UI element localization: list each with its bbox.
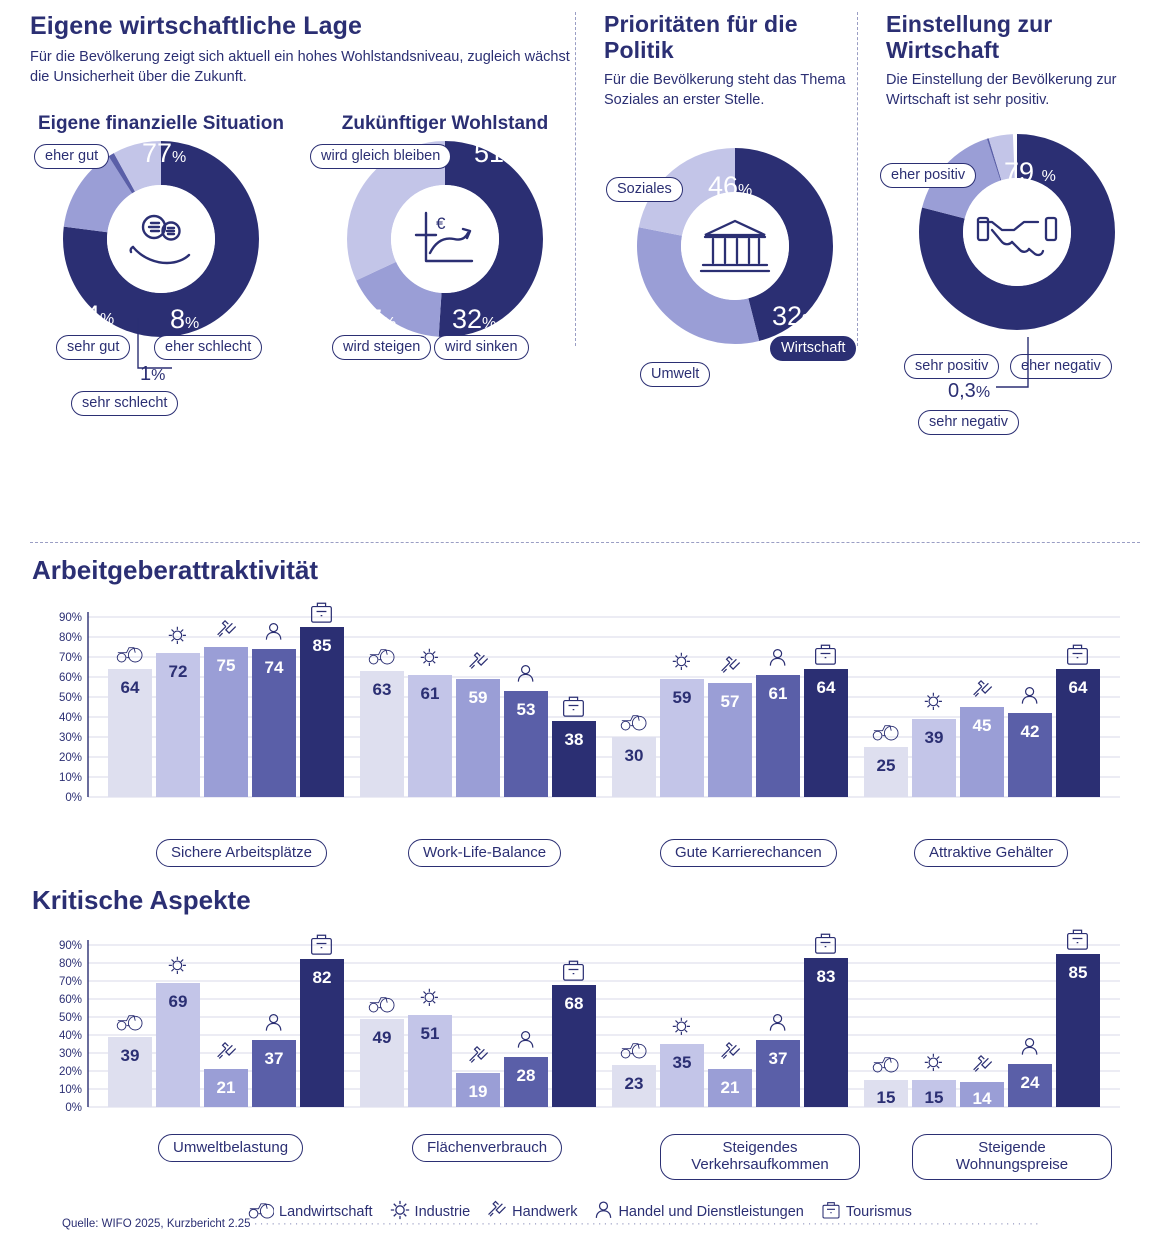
source-dots: ······································································································································· xyxy=(253,1218,1041,1230)
label-sehr-positiv: sehr positiv xyxy=(904,354,999,379)
label-wirtschaft: Wirtschaft xyxy=(770,336,856,361)
svg-text:49: 49 xyxy=(372,1027,392,1047)
svg-text:63: 63 xyxy=(372,679,392,699)
svg-text:72: 72 xyxy=(168,661,188,681)
svg-text:23: 23 xyxy=(624,1073,644,1093)
donut-einstellung xyxy=(886,132,1148,430)
group-label-umweltbelastung: Umweltbelastung xyxy=(158,1134,303,1163)
label-wird-steigen: wird steigen xyxy=(332,335,431,360)
svg-text:90%: 90% xyxy=(58,939,82,952)
svg-text:21: 21 xyxy=(720,1077,740,1097)
attitude-column xyxy=(857,11,1147,430)
label-wird-sinken: wird sinken xyxy=(434,335,529,360)
label-eher-gut: eher gut xyxy=(34,144,109,169)
politics-subtitle: Für die Bevölkerung steht das Thema Soziales an erster Stelle. xyxy=(604,71,846,108)
svg-text:25: 25 xyxy=(876,755,896,775)
svg-text:51: 51 xyxy=(420,1023,440,1043)
legend-label-tourismus: Tourismus xyxy=(845,1203,912,1220)
group-label-wohnungspreise: Steigende Wohnungspreise xyxy=(912,1134,1112,1180)
svg-text:90%: 90% xyxy=(58,611,82,624)
donut-zukuenftiger-wohlstand xyxy=(314,113,576,355)
label-umwelt: Umwelt xyxy=(640,362,710,387)
svg-text:75: 75 xyxy=(216,655,236,675)
svg-text:53: 53 xyxy=(516,699,536,719)
value-eher-gut: 77% xyxy=(142,138,187,168)
svg-text:20%: 20% xyxy=(58,1065,82,1078)
politics-title: Prioritäten für die Politik xyxy=(604,11,798,63)
svg-text:85: 85 xyxy=(1068,962,1088,982)
svg-text:30: 30 xyxy=(624,745,644,765)
growth-arrow-icon xyxy=(402,196,488,282)
svg-text:15: 15 xyxy=(924,1087,944,1107)
politics-column xyxy=(575,11,857,382)
value-umwelt: 22% xyxy=(642,326,687,357)
group-label-flaechenverbrauch: Flächenverbrauch xyxy=(412,1134,562,1163)
donut-1-title: Eigene finanzielle Situation xyxy=(38,113,284,134)
svg-text:60%: 60% xyxy=(58,671,82,684)
svg-text:45: 45 xyxy=(972,715,992,735)
svg-text:14: 14 xyxy=(972,1088,992,1108)
svg-text:37: 37 xyxy=(768,1048,788,1068)
value-wird-gleich-bleiben: 51% xyxy=(474,138,519,168)
svg-text:10%: 10% xyxy=(58,771,82,784)
label-eher-schlecht: eher schlecht xyxy=(154,335,262,360)
critical-title: Kritische Aspekte xyxy=(32,884,251,915)
section-divider xyxy=(30,542,1140,543)
svg-text:59: 59 xyxy=(672,687,692,707)
value-wirtschaft: 32% xyxy=(772,300,817,331)
economy-subtitle: Für die Bevölkerung zeigt sich aktuell ein hohes Wohlstandsniveau, zugleich wächst die Unsicherheit über die Zukunft. xyxy=(30,49,570,85)
source-text: Quelle: WIFO 2025, Kurzbericht 2.25 xyxy=(62,1218,251,1230)
svg-text:61: 61 xyxy=(768,683,788,703)
label-wird-gleich-bleiben: wird gleich bleiben xyxy=(310,144,451,169)
donut-politik xyxy=(604,146,866,382)
svg-text:15: 15 xyxy=(876,1087,896,1107)
donut-2-title: Zukünftiger Wohlstand xyxy=(341,113,549,134)
group-label-work-life-balance: Work-Life-Balance xyxy=(408,839,561,868)
label-sehr-negativ: sehr negativ xyxy=(918,410,1019,435)
svg-text:0%: 0% xyxy=(65,1101,82,1114)
svg-text:30%: 30% xyxy=(58,1047,82,1060)
legend-label-handwerk: Handwerk xyxy=(512,1203,578,1220)
svg-text:82: 82 xyxy=(312,967,332,987)
employer-chart-svg xyxy=(30,592,1140,832)
critical-aspects-section xyxy=(0,885,1170,1224)
employer-attractiveness-section xyxy=(0,555,1170,873)
svg-text:19: 19 xyxy=(468,1081,488,1101)
value-wird-steigen: 17% xyxy=(352,304,397,334)
svg-text:37: 37 xyxy=(264,1048,284,1068)
group-label-verkehrsaufkommen: Steigendes Verkehrsaufkommen xyxy=(660,1134,860,1180)
svg-text:68: 68 xyxy=(564,993,584,1013)
value-eher-negativ: 4% xyxy=(1033,322,1063,353)
svg-text:24: 24 xyxy=(1020,1072,1040,1092)
svg-text:50%: 50% xyxy=(58,1011,82,1024)
economy-title: Eigene wirtschaftliche Lage xyxy=(30,12,362,40)
svg-text:0%: 0% xyxy=(65,791,82,804)
value-sehr-positiv: 16% xyxy=(926,322,971,353)
svg-text:64: 64 xyxy=(120,677,140,697)
value-soziales: 46% xyxy=(708,170,753,201)
legend-label-landwirtschaft: Landwirtschaft xyxy=(279,1203,373,1220)
svg-text:57: 57 xyxy=(720,691,740,711)
critical-group-labels xyxy=(30,1134,1140,1190)
svg-text:10%: 10% xyxy=(58,1083,82,1096)
value-sehr-negativ: 0,3% xyxy=(948,379,991,402)
leader-line-sehr-negativ xyxy=(990,337,1036,395)
handshake-icon xyxy=(974,189,1060,275)
svg-text:20%: 20% xyxy=(58,751,82,764)
bank-icon xyxy=(692,203,778,289)
svg-text:50%: 50% xyxy=(58,691,82,704)
label-soziales: Soziales xyxy=(606,177,683,202)
svg-text:30%: 30% xyxy=(58,731,82,744)
svg-text:42: 42 xyxy=(1020,721,1040,741)
svg-text:35: 35 xyxy=(672,1052,692,1072)
label-eher-negativ: eher negativ xyxy=(1010,354,1112,379)
svg-text:39: 39 xyxy=(924,727,944,747)
svg-text:38: 38 xyxy=(564,729,584,749)
critical-chart-svg xyxy=(30,922,1140,1127)
svg-text:60%: 60% xyxy=(58,993,82,1006)
group-label-gehaelter: Attraktive Gehälter xyxy=(914,839,1068,868)
svg-text:74: 74 xyxy=(264,657,284,677)
svg-text:69: 69 xyxy=(168,991,188,1011)
svg-text:83: 83 xyxy=(816,966,836,986)
svg-text:21: 21 xyxy=(216,1077,236,1097)
hand-coins-icon xyxy=(118,196,204,282)
svg-text:80%: 80% xyxy=(58,631,82,644)
value-eher-schlecht: 8% xyxy=(170,304,200,334)
legend-label-industrie: Industrie xyxy=(414,1203,471,1220)
label-sehr-gut: sehr gut xyxy=(56,335,130,360)
svg-text:59: 59 xyxy=(468,687,488,707)
attitude-subtitle: Die Einstellung der Bevölkerung zur Wirtschaft ist sehr positiv. xyxy=(886,71,1117,108)
svg-text:70%: 70% xyxy=(58,651,82,664)
svg-text:70%: 70% xyxy=(58,975,82,988)
label-sehr-schlecht: sehr schlecht xyxy=(71,391,178,416)
svg-text:€: € xyxy=(436,214,446,234)
group-label-karrierechancen: Gute Karrierechancen xyxy=(660,839,837,868)
value-wird-sinken: 32% xyxy=(452,304,497,334)
value-sehr-gut: 14% xyxy=(70,300,115,330)
value-sehr-schlecht: 1% xyxy=(140,363,166,385)
employer-chart xyxy=(30,592,1140,873)
svg-text:40%: 40% xyxy=(58,1029,82,1042)
legend-label-handel: Handel und Dienstleistungen xyxy=(618,1203,804,1220)
economy-column xyxy=(30,12,575,411)
svg-text:61: 61 xyxy=(420,683,440,703)
group-label-sichere-arbeitsplaetze: Sichere Arbeitsplätze xyxy=(156,839,327,868)
employer-title: Arbeitgeberattraktivität xyxy=(32,554,319,585)
svg-text:40%: 40% xyxy=(58,711,82,724)
value-eher-positiv: 79 % xyxy=(1004,156,1056,187)
svg-text:64: 64 xyxy=(816,677,836,697)
attitude-title: Einstellung zur Wirtschaft xyxy=(886,11,1053,63)
svg-text:85: 85 xyxy=(312,635,332,655)
employer-group-labels xyxy=(30,839,1140,873)
source-note xyxy=(62,1218,1041,1230)
top-section xyxy=(0,0,1170,430)
donut-finanzielle-situation xyxy=(30,113,292,411)
svg-text:39: 39 xyxy=(120,1045,140,1065)
critical-chart xyxy=(30,922,1140,1190)
svg-text:80%: 80% xyxy=(58,957,82,970)
svg-text:64: 64 xyxy=(1068,677,1088,697)
svg-text:28: 28 xyxy=(516,1065,536,1085)
label-eher-positiv: eher positiv xyxy=(880,163,976,188)
